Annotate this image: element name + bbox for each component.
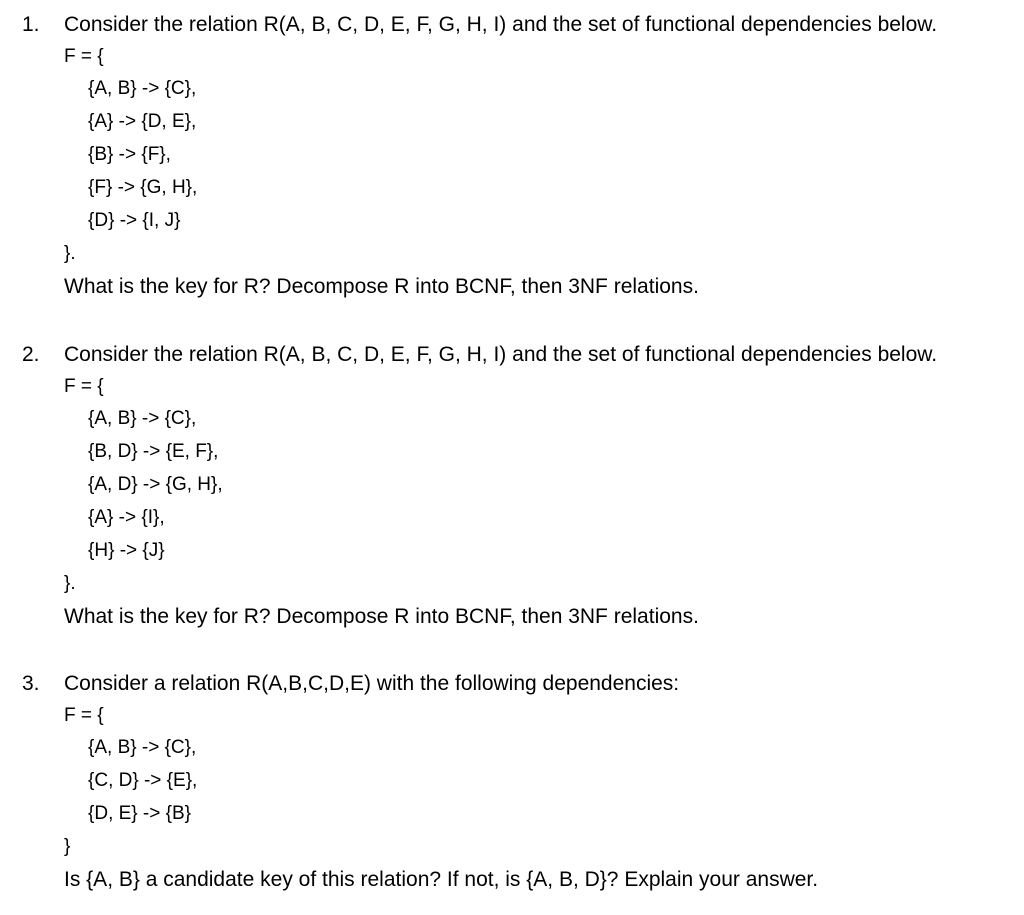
fd-set-close: }. bbox=[64, 573, 76, 594]
question-prompt: Consider the relation R(A, B, C, D, E, F, G, H, I) and the set of functional dependencies below. bbox=[64, 343, 938, 366]
dependency: {B} -> {F}, bbox=[88, 144, 171, 165]
dependency: {H} -> {J} bbox=[88, 540, 165, 561]
question-number: 2. bbox=[22, 343, 40, 366]
dependency: {F} -> {G, H}, bbox=[88, 177, 198, 198]
question-task: What is the key for R? Decompose R into BCNF, then 3NF relations. bbox=[64, 275, 699, 298]
fd-set-open: F = { bbox=[64, 705, 104, 726]
dependency: {A} -> {D, E}, bbox=[88, 111, 197, 132]
dependency: {A, B} -> {C}, bbox=[88, 78, 197, 99]
question-prompt: Consider a relation R(A,B,C,D,E) with the following dependencies: bbox=[64, 672, 680, 695]
dependency: {A} -> {I}, bbox=[88, 507, 165, 528]
question-task: Is {A, B} a candidate key of this relation? If not, is {A, B, D}? Explain your answer. bbox=[64, 868, 819, 891]
dependency: {B, D} -> {E, F}, bbox=[88, 441, 219, 462]
question-number: 3. bbox=[22, 672, 40, 695]
question-prompt: Consider the relation R(A, B, C, D, E, F, G, H, I) and the set of functional dependencies below. bbox=[64, 13, 938, 36]
question-number: 1. bbox=[22, 13, 40, 36]
fd-set-open: F = { bbox=[64, 46, 104, 67]
fd-set-close: } bbox=[64, 836, 71, 857]
dependency: {A, B} -> {C}, bbox=[88, 408, 197, 429]
fd-set-close: }. bbox=[64, 243, 76, 264]
dependency: {D} -> {I, J} bbox=[88, 210, 181, 231]
dependency: {D, E} -> {B} bbox=[88, 803, 191, 824]
dependency: {A, D} -> {G, H}, bbox=[88, 474, 223, 495]
dependency: {C, D} -> {E}, bbox=[88, 770, 198, 791]
dependency: {A, B} -> {C}, bbox=[88, 737, 197, 758]
question-task: What is the key for R? Decompose R into BCNF, then 3NF relations. bbox=[64, 605, 699, 628]
fd-set-open: F = { bbox=[64, 376, 104, 397]
